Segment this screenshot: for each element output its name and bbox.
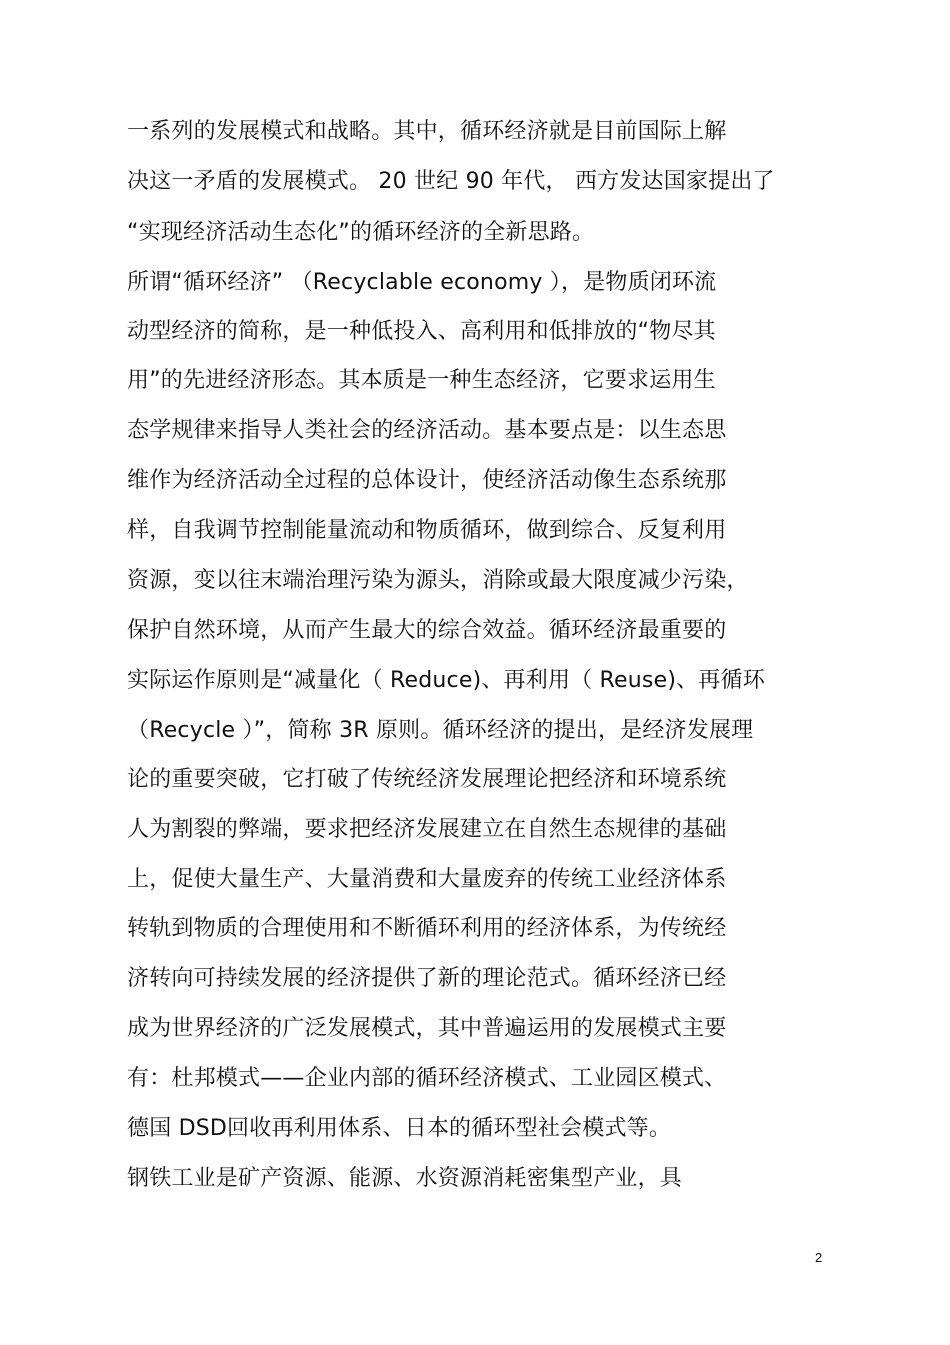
text-line-12: 实际运作原则是“减量化（ Reduce)、再利用（ Reuse)、再循环 bbox=[127, 668, 765, 693]
text-line-15: 人为割裂的弊端，要求把经济发展建立在自然生态规律的基础 bbox=[127, 817, 727, 842]
text-line-1: 一系列的发展模式和战略。其中，循环经济就是目前国际上解 bbox=[127, 119, 727, 144]
text-line-17: 转轨到物质的合理使用和不断循环利用的经济体系，为传统经 bbox=[127, 916, 727, 941]
text-line-8: 维作为经济活动全过程的总体设计，使经济活动像生态系统那 bbox=[127, 468, 727, 493]
text-line-14: 论的重要突破，它打破了传统经济发展理论把经济和环境系统 bbox=[127, 767, 727, 792]
text-line-11: 保护自然环境，从而产生最大的综合效益。循环经济最重要的 bbox=[127, 618, 727, 643]
text-line-7: 态学规律来指导人类社会的经济活动。基本要点是：以生态思 bbox=[127, 418, 727, 443]
text-line-22: 钢铁工业是矿产资源、能源、水资源消耗密集型产业，具 bbox=[127, 1166, 683, 1191]
text-line-19: 成为世界经济的广泛发展模式，其中普遍运用的发展模式主要 bbox=[127, 1016, 727, 1041]
text-line-20: 有：杜邦模式——企业内部的循环经济模式、工业园区模式、 bbox=[127, 1066, 727, 1091]
page-number: 2 bbox=[815, 1250, 823, 1265]
text-line-2: 决这一矛盾的发展模式。 20 世纪 90 年代， 西方发达国家提出了 bbox=[127, 169, 775, 194]
text-line-18: 济转向可持续发展的经济提供了新的理论范式。循环经济已经 bbox=[127, 966, 727, 991]
text-line-10: 资源，变以往末端治理污染为源头，消除或最大限度减少污染， bbox=[127, 568, 749, 593]
text-line-6: 用”的先进经济形态。其本质是一种生态经济，它要求运用生 bbox=[127, 368, 716, 393]
text-line-9: 样，自我调节控制能量流动和物质循环，做到综合、反复利用 bbox=[127, 518, 727, 543]
text-line-3: “实现经济活动生态化”的循环经济的全新思路。 bbox=[127, 220, 595, 245]
text-line-16: 上，促使大量生产、大量消费和大量废弃的传统工业经济体系 bbox=[127, 867, 727, 892]
text-line-5: 动型经济的简称，是一种低投入、高利用和低排放的“物尽其 bbox=[127, 319, 716, 344]
text-line-21: 德国 DSD回收再利用体系、日本的循环型社会模式等。 bbox=[127, 1116, 672, 1141]
text-line-13: （Recycle ）”，简称 3R 原则。循环经济的提出，是经济发展理 bbox=[127, 718, 754, 743]
text-line-4: 所谓“循环经济” （Recyclable economy ），是物质闭环流 bbox=[127, 270, 717, 295]
